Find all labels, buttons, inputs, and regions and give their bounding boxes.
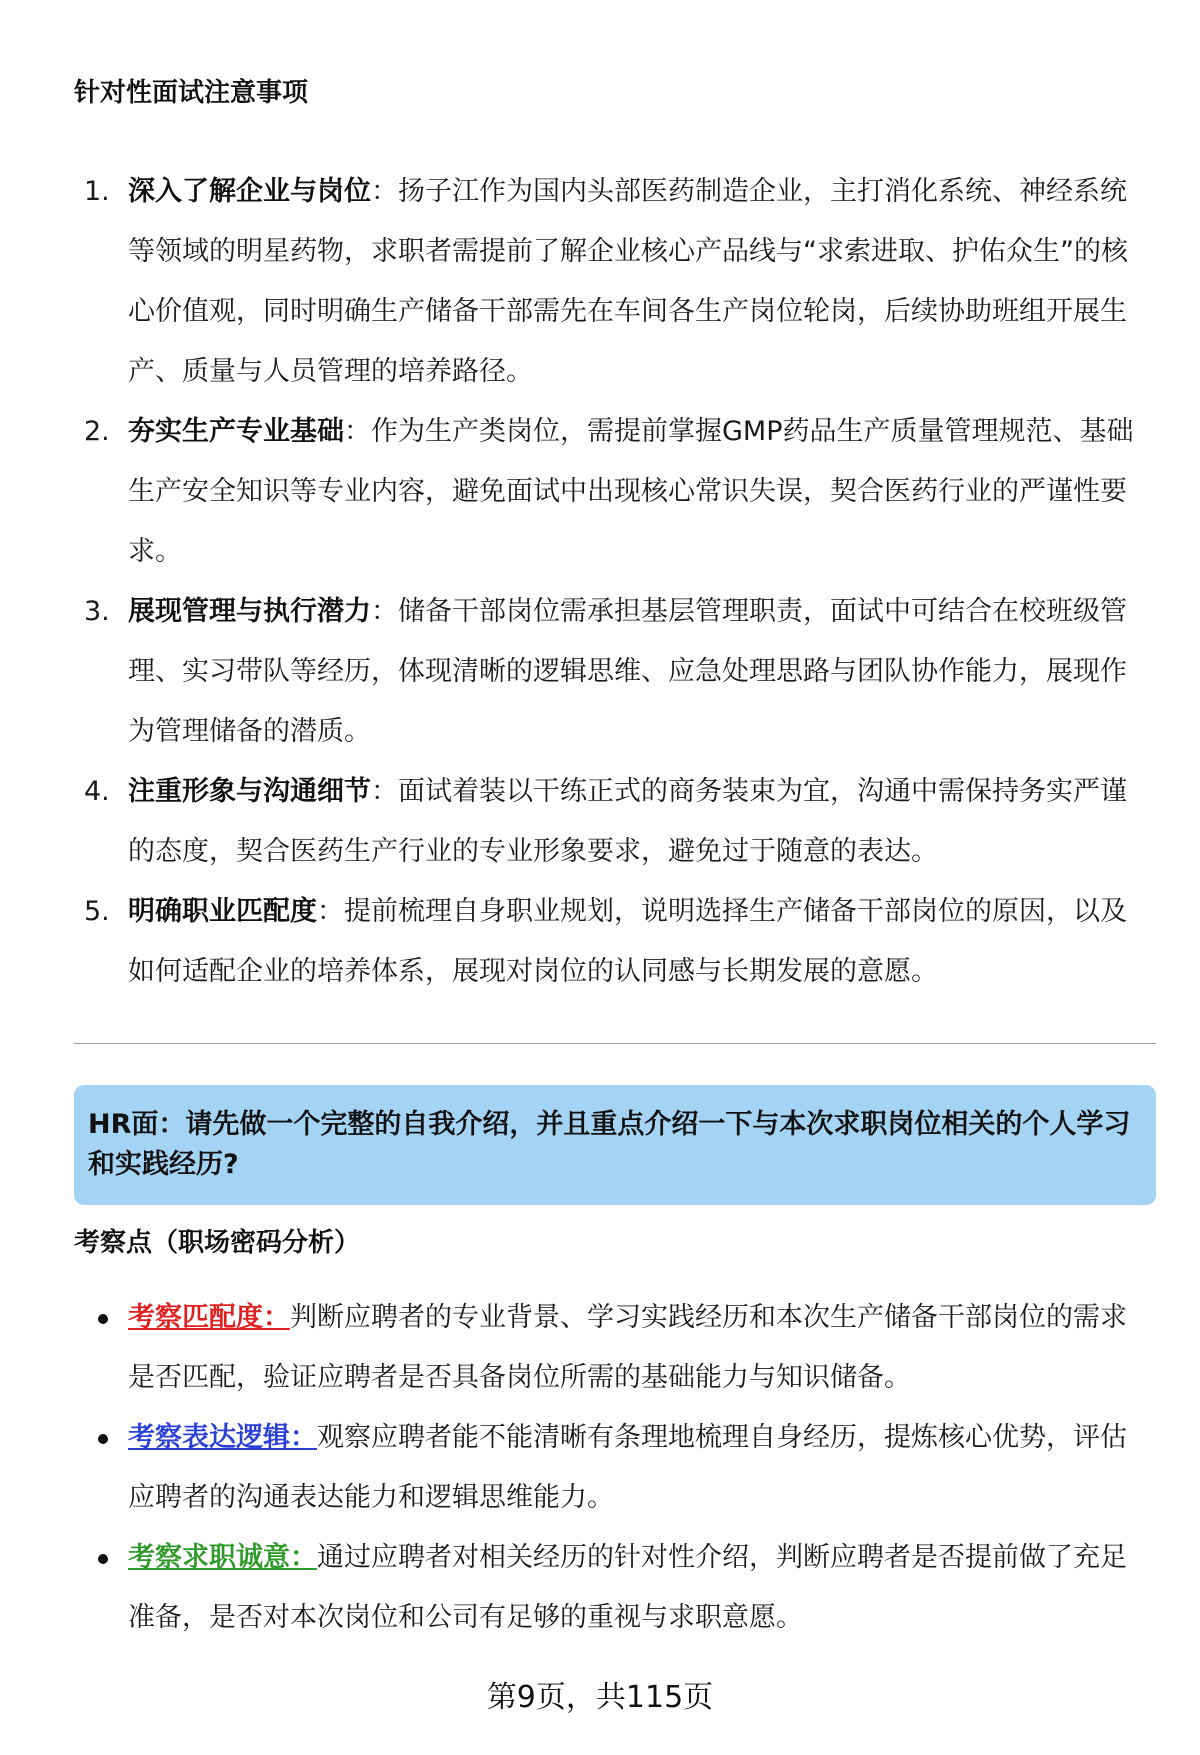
item-title: 深入了解企业与岗位 [128,176,371,207]
list-item [74,402,1144,582]
point-label-sincerity: 考察求职诚意： [128,1542,317,1573]
item-number: 4. [84,776,110,807]
item-number: 1. [84,176,110,207]
list-item [74,162,1144,402]
item-title: 夯实生产专业基础 [128,416,344,447]
item-text: ：作为生产类岗位，需提前掌握GMP药品生产质量管理规范、基础生产安全知识等专业内容，避免面试中出现核心常识失误，契合医药行业的严谨性要求。 [128,416,1134,567]
item-number: 2. [84,416,110,447]
list-item [74,882,1144,1002]
item-text: ：扬子江作为国内头部医药制造企业，主打消化系统、神经系统等领域的明星药物，求职者需提前了解企业核心产品线与“求索进取、护佑众生”的核心价值观，同时明确生产储备干部需先在车间各生产岗位轮岗，后续协助班组开展生产、质量与人员管理的培养路径。 [128,176,1128,387]
list-item [74,1288,1144,1408]
item-number: 3. [84,596,110,627]
point-text: 观察应聘者能不能清晰有条理地梳理自身经历，提炼核心优势，评估应聘者的沟通表达能力和逻辑思维能力。 [128,1422,1127,1513]
point-label-logic: 考察表达逻辑： [128,1422,317,1453]
interview-notes-list [74,162,1144,1002]
hr-question-box: HR面：请先做一个完整的自我介绍，并且重点介绍一下与本次求职岗位相关的个人学习和实践经历? [74,1085,1156,1205]
item-text: ：提前梳理自身职业规划，说明选择生产储备干部岗位的原因，以及如何适配企业的培养体系，展现对岗位的认同感与长期发展的意愿。 [128,896,1127,987]
item-title: 注重形象与沟通细节 [128,776,371,807]
assessment-points-list [74,1288,1144,1648]
item-text: ：储备干部岗位需承担基层管理职责，面试中可结合在校班级管理、实习带队等经历，体现清晰的逻辑思维、应急处理思路与团队协作能力，展现作为管理储备的潜质。 [128,596,1127,747]
item-number: 5. [84,896,110,927]
item-text: ：面试着装以干练正式的商务装束为宜，沟通中需保持务实严谨的态度，契合医药生产行业的专业形象要求，避免过于随意的表达。 [128,776,1127,867]
point-text: 判断应聘者的专业背景、学习实践经历和本次生产储备干部岗位的需求是否匹配，验证应聘者是否具备岗位所需的基础能力与知识储备。 [128,1302,1127,1393]
section-divider [74,1043,1156,1044]
point-label-match: 考察匹配度： [128,1302,290,1333]
bullet-icon [98,1434,108,1444]
bullet-icon [98,1314,108,1324]
item-title: 展现管理与执行潜力 [128,596,371,627]
list-item [74,1408,1144,1528]
section-title: 针对性面试注意事项 [74,78,309,108]
point-text: 通过应聘者对相关经历的针对性介绍，判断应聘者是否提前做了充足准备，是否对本次岗位和公司有足够的重视与求职意愿。 [128,1542,1127,1633]
assessment-points-title: 考察点（职场密码分析） [74,1228,361,1258]
list-item [74,582,1144,762]
list-item [74,1528,1144,1648]
page-number: 第9页，共115页 [486,1680,714,1715]
item-title: 明确职业匹配度 [128,896,317,927]
bullet-icon [98,1554,108,1564]
list-item [74,762,1144,882]
